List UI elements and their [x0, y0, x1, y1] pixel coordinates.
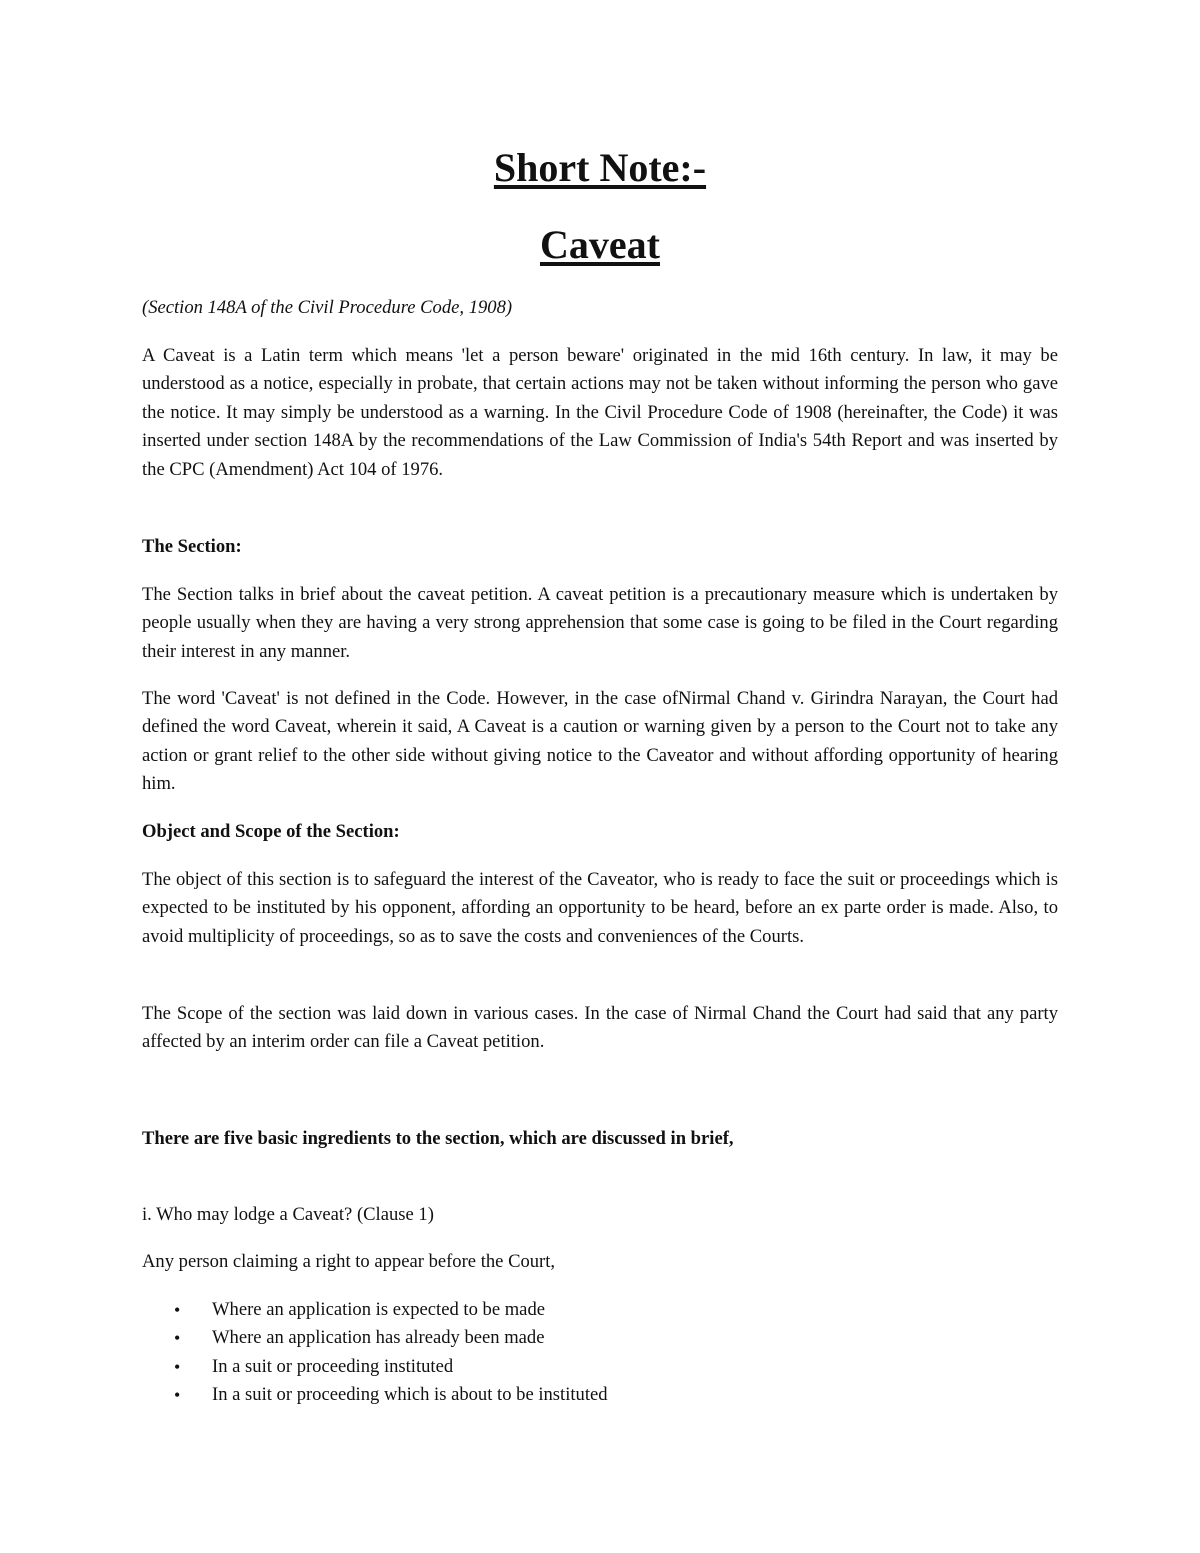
- object-heading: Object and Scope of the Section:: [142, 821, 400, 842]
- section-paragraph-1: The Section talks in brief about the caveat petition. A caveat petition is a precautionary measure which is undertaken by people usually when they are having a very strong apprehension that some case is going to be filed in the Court regarding their interest in any manner.: [142, 584, 1058, 662]
- document-subject: Caveat: [540, 222, 660, 267]
- list-item: • In a suit or proceeding instituted: [142, 1353, 608, 1381]
- clause-1-heading: i. Who may lodge a Caveat? (Clause 1): [142, 1204, 434, 1225]
- section-paragraph-2: The word 'Caveat' is not defined in the Code. However, in the case ofNirmal Chand v. Girindra Narayan, the Court had defined the word Caveat, wherein it said, A Caveat is a caution or warning given by a person to the Court not to take any action or grant relief to the other side without giving notice to the Caveator and without affording opportunity of hearing him.: [142, 688, 1058, 795]
- section-heading: The Section:: [142, 536, 242, 557]
- section-reference: (Section 148A of the Civil Procedure Code, 1908): [142, 297, 513, 318]
- list-item: • Where an application has already been made: [142, 1324, 608, 1352]
- list-item: • In a suit or proceeding which is about to be instituted: [142, 1381, 608, 1409]
- bullet-list: [142, 1296, 608, 1410]
- object-paragraph-2: The Scope of the section was laid down in various cases. In the case of Nirmal Chand the Court had said that any party affected by an interim order can file a Caveat petition.: [142, 1003, 1058, 1053]
- list-item: • Where an application is expected to be made: [142, 1296, 608, 1324]
- intro-paragraph: A Caveat is a Latin term which means 'let a person beware' originated in the mid 16th century. In law, it may be understood as a notice, especially in probate, that certain actions may not be taken without informing the person who gave the notice. It may simply be understood as a warning. In the Civil Procedure Code of 1908 (hereinafter, the Code) it was inserted under section 148A by the recommendations of the Law Commission of India's 54th Report and was inserted by the CPC (Amendment) Act 104 of 1976.: [142, 345, 1058, 480]
- clause-1-intro: Any person claiming a right to appear before the Court,: [142, 1251, 556, 1272]
- object-paragraph-1: The object of this section is to safeguard the interest of the Caveator, who is ready to face the suit or proceedings which is expected to be instituted by his opponent, affording an opportunity to be heard, before an ex parte order is made. Also, to avoid multiplicity of proceedings, so as to save the costs and conveniences of the Courts.: [142, 869, 1058, 947]
- document-title: Short Note:-: [493, 145, 707, 190]
- ingredients-heading: There are five basic ingredients to the section, which are discussed in brief,: [142, 1128, 734, 1149]
